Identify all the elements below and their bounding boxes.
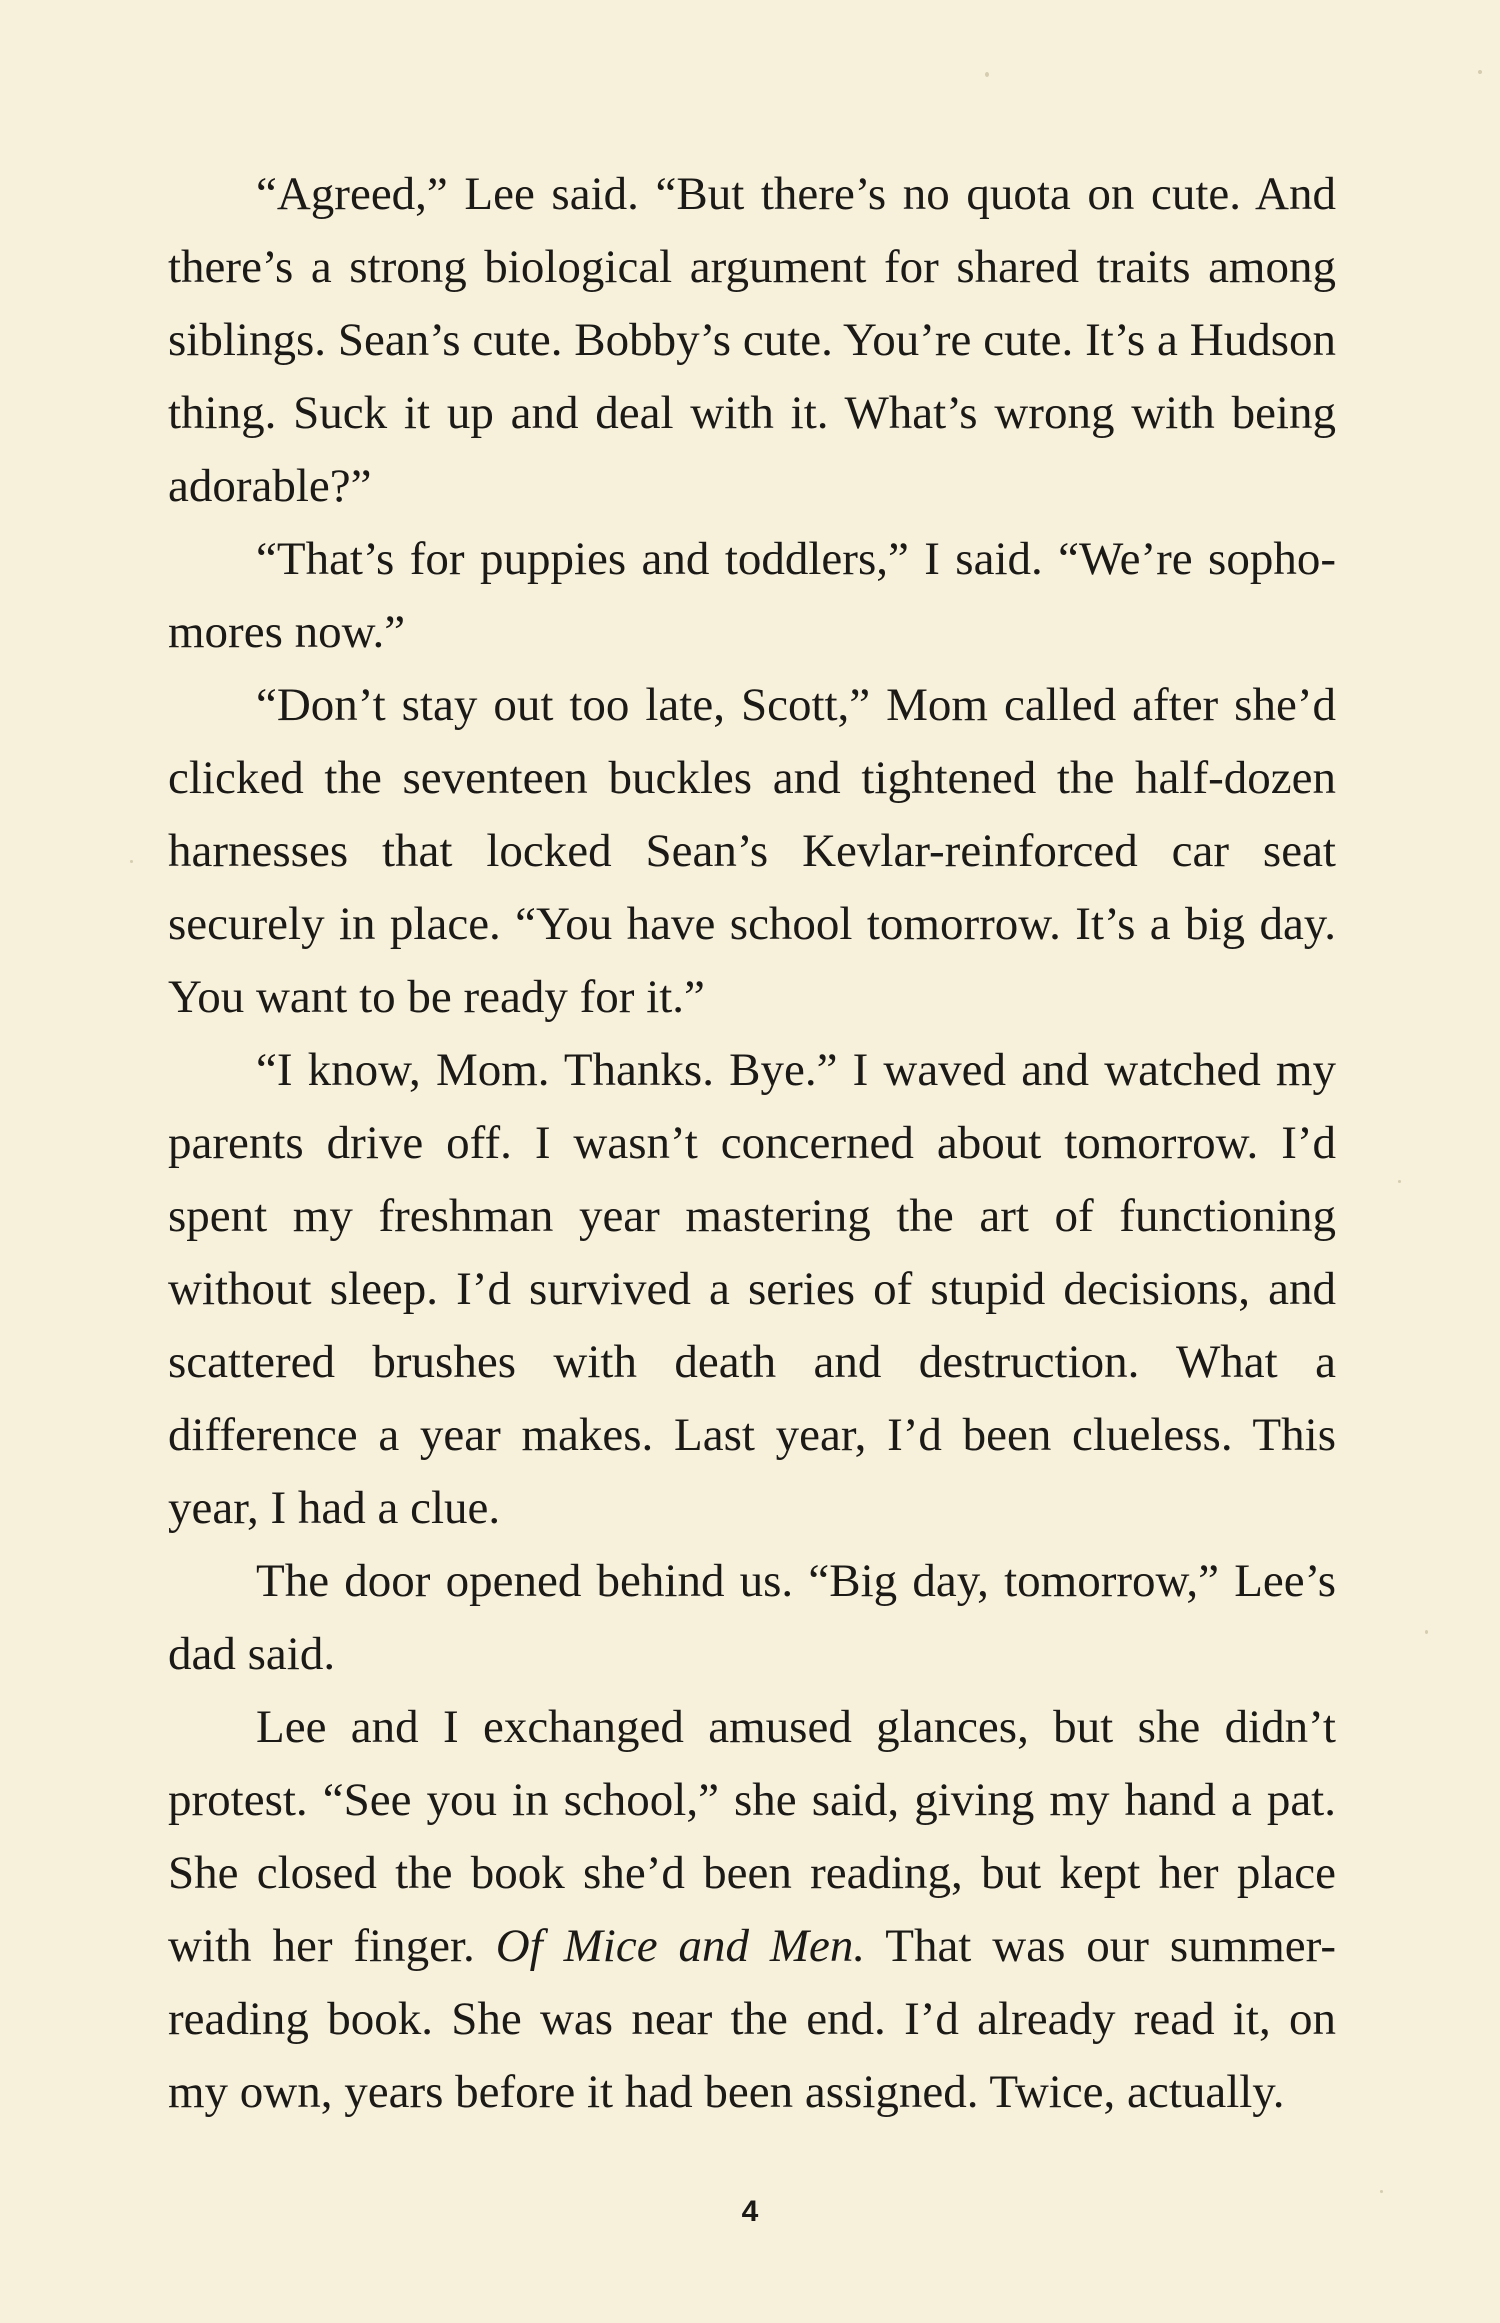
paper-speck bbox=[985, 72, 989, 77]
paper-speck bbox=[1380, 2190, 1383, 2193]
paragraph-text: That was our summer-reading book. She was near the end. I’d already read it, on my own, years before it had been assigned. Twice, actually. bbox=[168, 1920, 1337, 2118]
body-text bbox=[168, 158, 1336, 2129]
paper-speck bbox=[1425, 1630, 1428, 1634]
paragraph bbox=[168, 158, 1336, 523]
paragraph bbox=[168, 523, 1336, 669]
paragraph-text: “I know, Mom. Thanks. Bye.” I waved and watched my parents drive off. I wasn’t concerned about tomorrow. I’d spent my freshman year mastering the art of functioning without sleep. I’d survived a series of stupid decisions, and scattered brushes with death and destruction. What a difference a year makes. Last year, I’d been clueless. This year, I had a clue. bbox=[168, 1044, 1336, 1534]
paragraph bbox=[168, 669, 1336, 1034]
paper-speck bbox=[1478, 70, 1482, 74]
paragraph-text: Lee and I exchanged amused glances, but she didn’t protest. “See you in school,” she said, giving my hand a pat. She closed the book she’d been reading, but kept her place with her finger. bbox=[168, 1701, 1336, 1972]
page-number: 4 bbox=[741, 2195, 759, 2228]
paragraph-text: “That’s for puppies and toddlers,” I said. “We’re sopho-mores now.” bbox=[168, 533, 1336, 658]
paragraph bbox=[168, 1545, 1336, 1691]
paragraph-text: The door opened behind us. “Big day, tomorrow,” Lee’s dad said. bbox=[168, 1555, 1336, 1680]
paragraph bbox=[168, 1034, 1336, 1545]
paragraph bbox=[168, 1691, 1336, 2129]
paragraph-text: “Don’t stay out too late, Scott,” Mom called after she’d clicked the seventeen buckles and tightened the half-dozen harnesses that locked Sean’s Kevlar-reinforced car seat securely in place. “You have school tomorrow. It’s a big day. You want to be ready for it.” bbox=[168, 679, 1336, 1023]
paper-speck bbox=[1398, 1180, 1401, 1183]
paper-speck bbox=[130, 860, 133, 863]
book-title: Of Mice and Men. bbox=[495, 1920, 866, 1972]
paragraph-text: “Agreed,” Lee said. “But there’s no quota on cute. And there’s a strong biological argument for shared traits among siblings. Sean’s cute. Bobby’s cute. You’re cute. It’s a Hudson thing. Suck it up and deal with it. What’s wrong with being adorable?” bbox=[168, 168, 1336, 512]
